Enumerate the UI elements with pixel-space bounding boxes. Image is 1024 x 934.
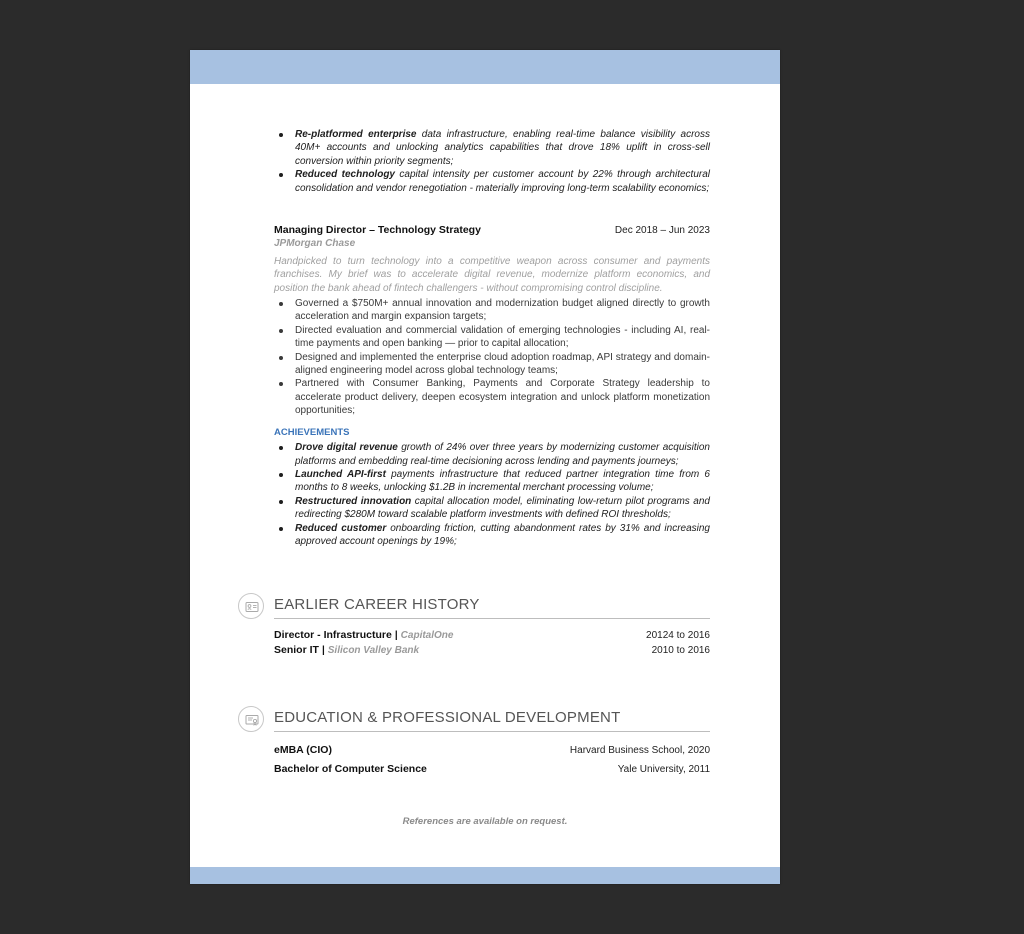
education-degree: eMBA (CIO) bbox=[274, 744, 332, 756]
achievement-item bbox=[274, 495, 710, 522]
achievement-lead: Launched API-first bbox=[295, 468, 386, 480]
career-dates: 2010 to 2016 bbox=[651, 645, 710, 656]
education-list bbox=[274, 744, 710, 782]
achievements-list bbox=[274, 441, 710, 548]
achievement-item bbox=[274, 522, 710, 549]
achievements-heading: ACHIEVEMENTS bbox=[274, 426, 350, 438]
career-company: CapitalOne bbox=[400, 630, 454, 641]
education-school: Harvard Business School, 2020 bbox=[569, 745, 710, 756]
achievement-text: capital allocation model, eliminating low-return pilot programs and redirecting $280M toward scalable platform investments with defined ROI thresholds; bbox=[295, 495, 710, 521]
education-row bbox=[274, 763, 710, 782]
achievement-item bbox=[274, 468, 710, 495]
achievement-text: onboarding friction, cutting abandonment rates by 31% and increasing approved account openings by 19%; bbox=[295, 522, 710, 547]
career-separator: | bbox=[321, 645, 325, 656]
top-color-band bbox=[190, 50, 780, 84]
achievement-text: payments infrastructure that reduced partner integration time from 6 months to 8 weeks, unlocking $1.2B in incremental merchant processing volume; bbox=[295, 468, 710, 494]
achievement-lead: Drove digital revenue bbox=[295, 442, 398, 454]
achievement-item bbox=[274, 128, 710, 168]
career-separator: | bbox=[394, 630, 398, 641]
duty-item: Designed and implemented the enterprise cloud adoption roadmap, API strategy and domain-aligned engineering model across global technology teams; bbox=[274, 351, 710, 378]
duty-item: Directed evaluation and commercial validation of emerging technologies - including AI, real-time payments and open banking — prior to capital allocation; bbox=[274, 324, 710, 351]
achievement-item bbox=[274, 168, 710, 195]
career-row bbox=[274, 629, 710, 644]
role-summary: Handpicked to turn technology into a competitive weapon across consumer and payments franchises. My brief was to accelerate digital revenue, modernize platform economics, and position the bank ahead of fintech challengers - without compromising control discipline. bbox=[274, 255, 710, 294]
references-note: References are available on request. bbox=[402, 816, 568, 827]
education-school: Yale University, 2011 bbox=[617, 764, 710, 775]
achievement-lead: Reduced customer bbox=[295, 522, 387, 534]
career-dates: 20124 to 2016 bbox=[646, 630, 710, 641]
achievement-lead: Reduced technology bbox=[295, 169, 395, 181]
role-title: Managing Director – Technology Strategy bbox=[274, 224, 481, 236]
resume-page bbox=[190, 50, 780, 884]
career-role: Senior IT bbox=[274, 644, 319, 656]
section-title: EDUCATION & PROFESSIONAL DEVELOPMENT bbox=[274, 709, 621, 726]
duty-item: Governed a $750M+ annual innovation and modernization budget aligned directly to growth acceleration and margin expansion targets; bbox=[274, 297, 710, 324]
duty-item: Partnered with Consumer Banking, Payments and Corporate Strategy leadership to accelerate product delivery, deepen ecosystem integration and unlock platform monetization opportunities; bbox=[274, 377, 710, 417]
career-row bbox=[274, 644, 710, 659]
bottom-color-band bbox=[190, 867, 780, 884]
education-header bbox=[238, 706, 710, 734]
role-dates: Dec 2018 – Jun 2023 bbox=[614, 225, 710, 236]
section-divider bbox=[274, 731, 710, 732]
role-duties bbox=[274, 297, 710, 418]
achievement-text: data infrastructure, enabling real-time balance visibility across 40M+ accounts and unlocking analytics capabilities that drove 18% uplift in cross-sell conversion within priority segments; bbox=[295, 129, 710, 167]
achievement-item bbox=[274, 441, 710, 468]
section-title: EARLIER CAREER HISTORY bbox=[274, 596, 480, 613]
earlier-career-list bbox=[274, 629, 710, 659]
education-degree: Bachelor of Computer Science bbox=[274, 763, 427, 775]
achievement-lead: Re-platformed enterprise bbox=[295, 129, 417, 140]
achievement-text: growth of 24% over three years by modernizing customer acquisition platforms and embedding real-time decisioning across lending and payments journeys; bbox=[295, 442, 710, 467]
role-company: JPMorgan Chase bbox=[274, 238, 356, 250]
achievement-text: capital intensity per customer account by 22% through architectural consolidation and vendor renegotiation - materially improving long-term scalability economics; bbox=[295, 169, 710, 194]
role-block bbox=[274, 224, 710, 548]
career-role: Director - Infrastructure bbox=[274, 629, 392, 641]
section-divider bbox=[274, 618, 710, 619]
earlier-career-header bbox=[238, 593, 710, 621]
career-company: Silicon Valley Bank bbox=[327, 645, 420, 656]
education-row bbox=[274, 744, 710, 763]
previous-role-achievements bbox=[274, 128, 710, 195]
certificate-icon bbox=[238, 706, 264, 732]
achievement-lead: Restructured innovation bbox=[295, 495, 412, 507]
id-card-icon bbox=[238, 593, 264, 619]
